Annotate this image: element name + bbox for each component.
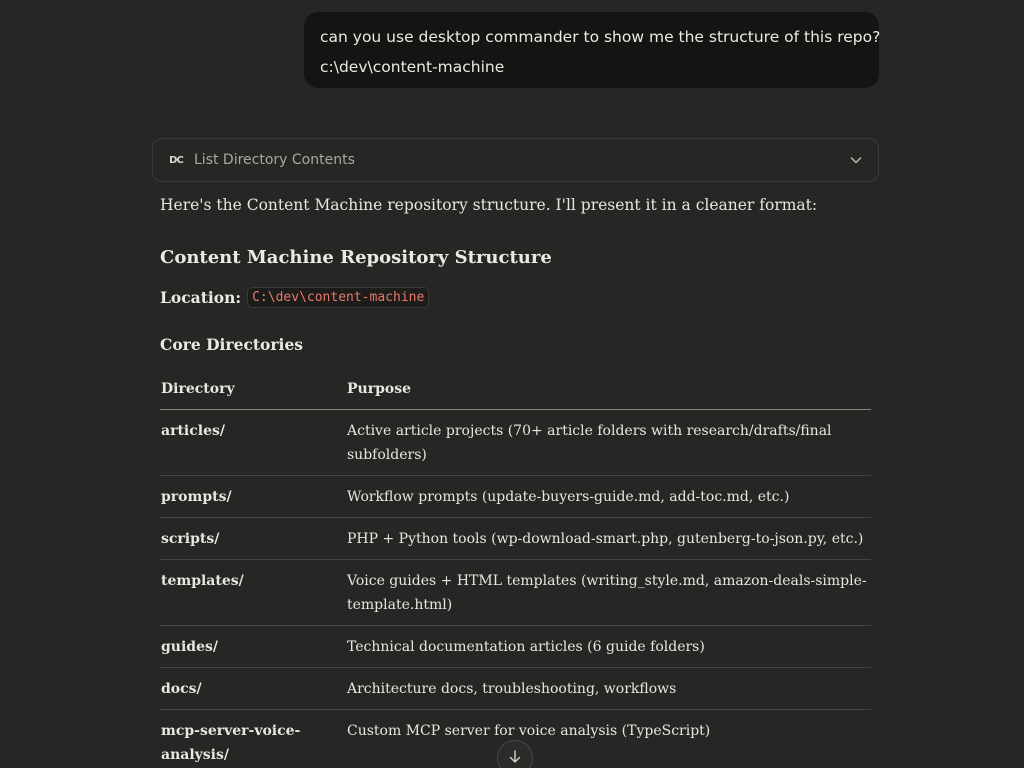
directory-cell: docs/ — [160, 668, 346, 710]
table-row — [160, 476, 871, 518]
table-row — [160, 518, 871, 560]
table-row — [160, 626, 871, 668]
chevron-down-icon[interactable] — [848, 152, 864, 168]
tool-call-list-directory[interactable] — [152, 138, 879, 182]
location-line — [160, 287, 429, 308]
purpose-cell: Technical documentation articles (6 guide folders) — [346, 626, 871, 668]
purpose-cell: PHP + Python tools (wp-download-smart.php, gutenberg-to-json.py, etc.) — [346, 518, 871, 560]
directory-cell: scripts/ — [160, 518, 346, 560]
arrow-down-icon — [508, 749, 522, 765]
tool-call-label: List Directory Contents — [194, 152, 355, 168]
scroll-to-bottom-button[interactable] — [497, 740, 533, 768]
directory-cell: mcp-server-voice-analysis/ — [161, 723, 301, 763]
purpose-cell: Voice guides + HTML templates (writing_style.md, amazon-deals-simple-template.html) — [346, 560, 871, 626]
table-row — [160, 560, 871, 626]
table-header-row — [160, 368, 871, 410]
desktop-commander-logo-icon: DC — [169, 154, 183, 166]
user-message-line-1: can you use desktop commander to show me the structure of this repo? — [320, 28, 881, 46]
purpose-cell: Workflow prompts (update-buyers-guide.md, add-toc.md, etc.) — [346, 476, 871, 518]
directory-cell: prompts/ — [160, 476, 346, 518]
column-header-purpose: Purpose — [346, 368, 871, 410]
directory-cell: articles/ — [160, 410, 346, 476]
user-message-line-2: c:\dev\content-machine — [320, 58, 505, 76]
table-row — [160, 668, 871, 710]
purpose-cell: Active article projects (70+ article folders with research/drafts/final subfolders) — [346, 410, 871, 476]
directory-cell: templates/ — [160, 560, 346, 626]
location-code: C:\dev\content-machine — [247, 287, 429, 308]
user-message-bubble — [304, 12, 879, 88]
response-heading: Content Machine Repository Structure — [160, 247, 552, 268]
directory-table — [160, 368, 871, 768]
purpose-cell: Architecture docs, troubleshooting, workflows — [346, 668, 871, 710]
response-intro: Here's the Content Machine repository structure. I'll present it in a cleaner format: — [160, 196, 818, 214]
location-label: Location: — [160, 288, 242, 307]
purpose-cell: Custom MCP server for voice analysis (TypeScript) — [347, 723, 711, 739]
section-heading: Core Directories — [160, 335, 304, 354]
column-header-directory: Directory — [160, 368, 346, 410]
table-row — [160, 410, 871, 476]
directory-cell: guides/ — [160, 626, 346, 668]
